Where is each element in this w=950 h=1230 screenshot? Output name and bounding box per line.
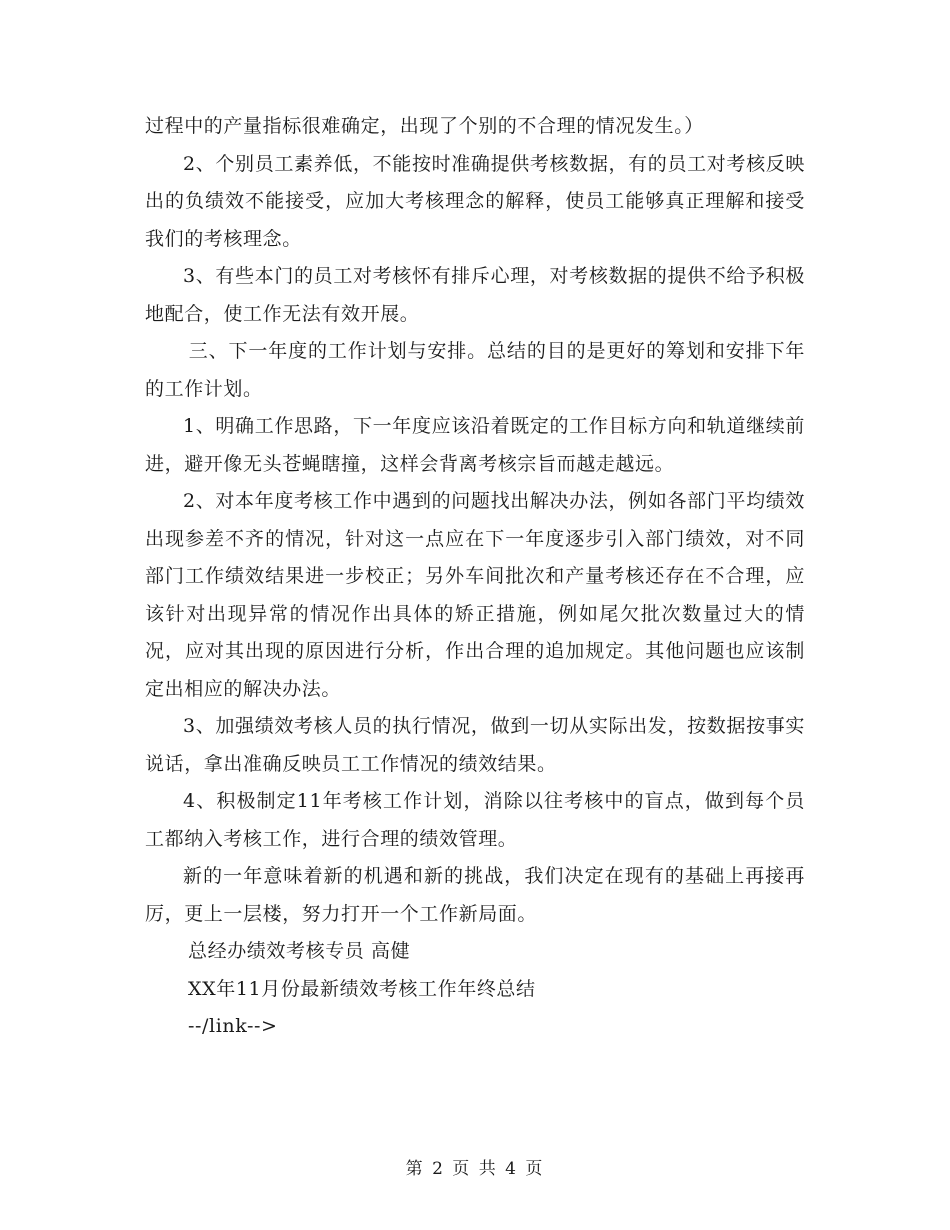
paragraph-continuation: 过程中的产量指标很难确定，出现了个别的不合理的情况发生。） — [145, 115, 704, 137]
signature-line: 总经办绩效考核专员 高健 — [188, 940, 411, 962]
paragraph-closing: 新的一年意味着新的机遇和新的挑战，我们决定在现有的基础上再接再厉，更上一层楼，努力打开一个工作新局面。 — [145, 865, 805, 925]
link-marker-text: --/link--> — [188, 1015, 278, 1037]
paragraph-plan-3: 3、加强绩效考核人员的执行情况，做到一切从实际出发，按数据按事实说话，拿出准确反映员工工作情况的绩效结果。 — [145, 715, 805, 775]
paragraph-plan-2: 2、对本年度考核工作中遇到的问题找出解决办法，例如各部门平均绩效出现参差不齐的情况，针对这一点应在下一年度逐步引入部门绩效，对不同部门工作绩效结果进一步校正；另外车间批次和产量考核还存在不合理，应该针对出现异常的情况作出具体的矫正措施，例如尾欠批次数量过大的情况，应对其出现的原因进行分析，作出合理的追加规定。其他问题也应该制定出相应的解决办法。 — [145, 490, 805, 700]
paragraph-issue-3: 3、有些本门的员工对考核怀有排斥心理，对考核数据的提供不给予积极地配合，使工作无法有效开展。 — [145, 265, 805, 325]
section-heading-plan: 三、下一年度的工作计划与安排。总结的目的是更好的筹划和安排下年的工作计划。 — [145, 340, 805, 400]
document-title-line: XX年11月份最新绩效考核工作年终总结 — [188, 977, 536, 1000]
paragraph-issue-2: 2、个别员工素养低，不能按时准确提供考核数据，有的员工对考核反映出的负绩效不能接受，应加大考核理念的解释，使员工能够真正理解和接受我们的考核理念。 — [145, 152, 805, 250]
document-body — [145, 108, 805, 1046]
paragraph-plan-1: 1、明确工作思路，下一年度应该沿着既定的工作目标方向和轨道继续前进，避开像无头苍蝇瞎撞，这样会背离考核宗旨而越走越远。 — [145, 415, 805, 475]
page-number-footer: 第 2 页 共 4 页 — [405, 1159, 545, 1179]
paragraph-plan-4: 4、积极制定11年考核工作计划，消除以往考核中的盲点，做到每个员工都纳入考核工作，进行合理的绩效管理。 — [145, 790, 805, 850]
